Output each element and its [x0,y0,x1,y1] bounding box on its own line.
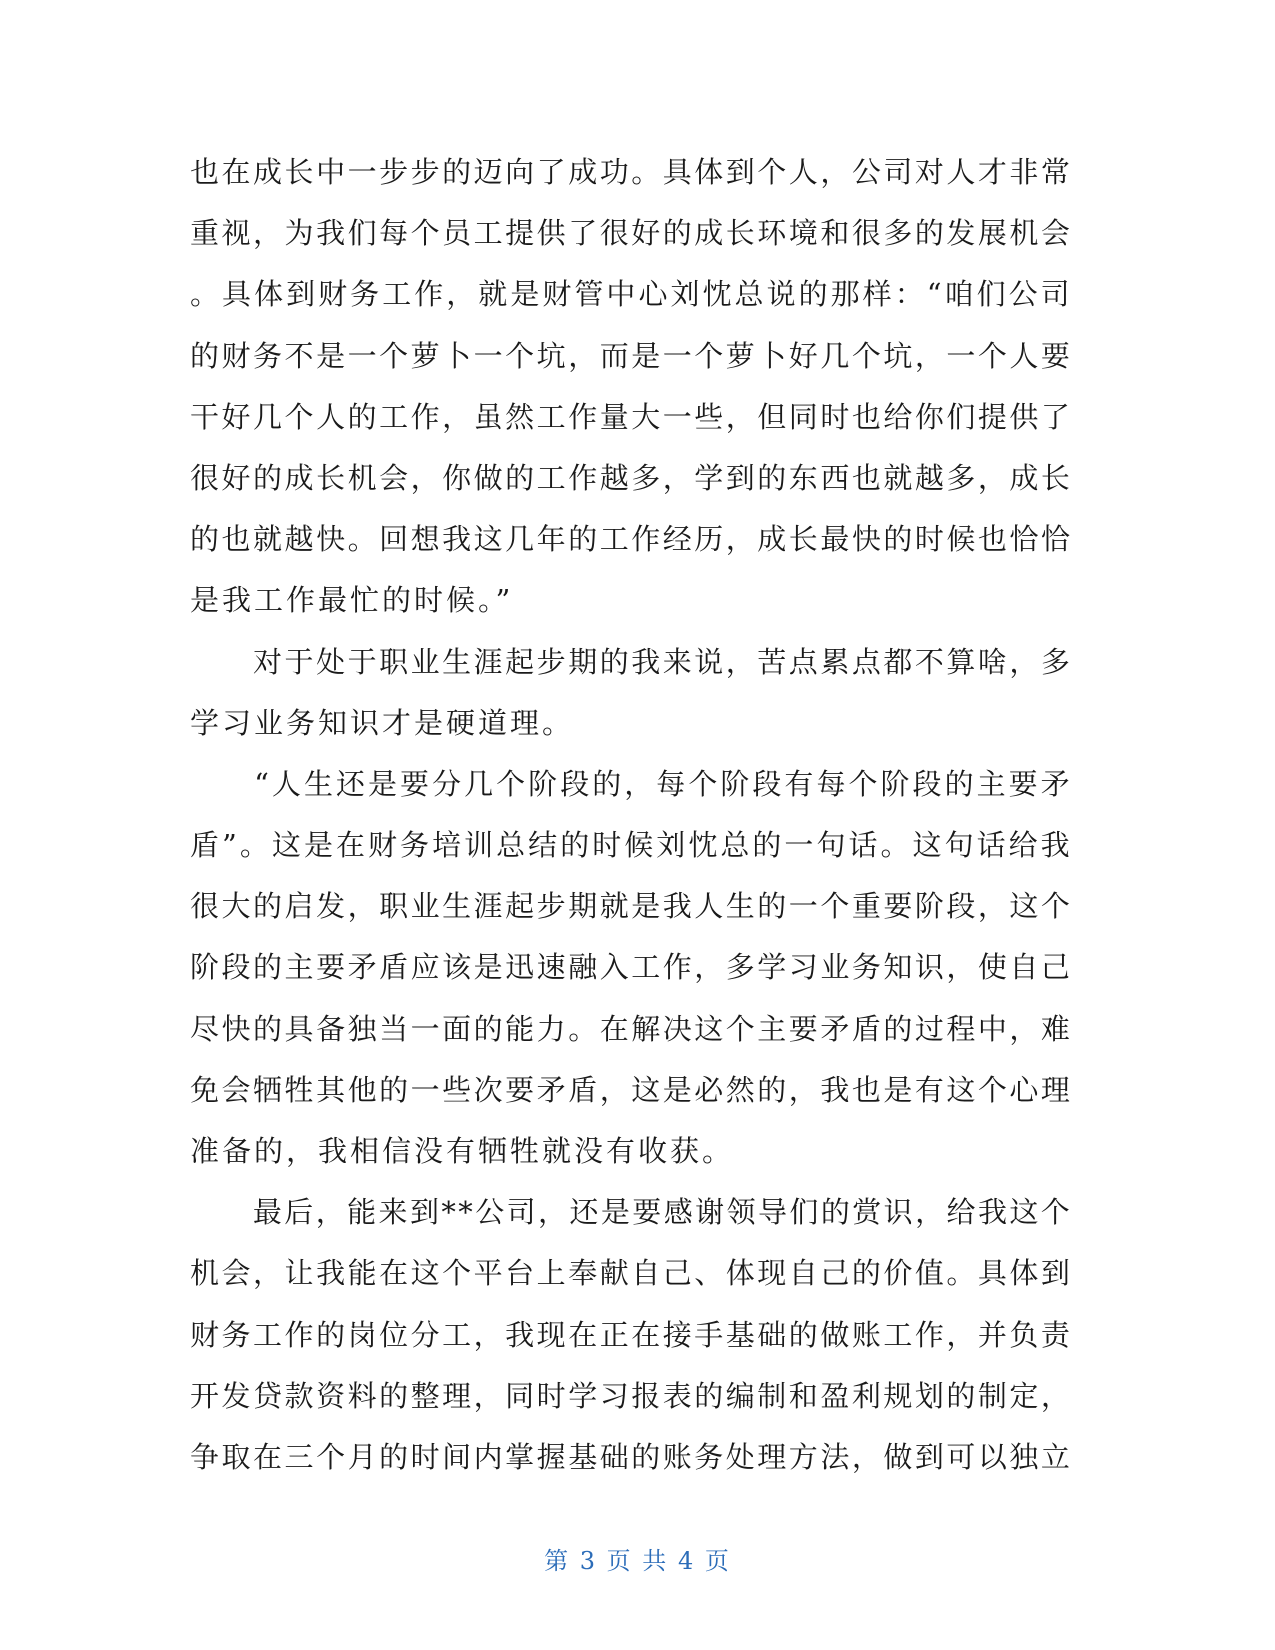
text-line: 学习业务知识才是硬道理。 [190,705,575,740]
text-line: 是我工作最忙的时候。” [190,583,514,618]
text-line: 很 大 的 启 发 ， 职 业 生 涯 起 步 期 就 是 我 人 生 的 一 个 重 要 阶 段 ， 这 个 [190,889,1070,924]
text-line: 免 会 牺 牲 其 他 的 一 些 次 要 矛 盾 ， 这 是 必 然 的 ， 我 也 是 有 这 个 心 理 [190,1072,1070,1107]
text-line: 财 务 工 作 的 岗 位 分 工 ， 我 现 在 正 在 接 手 基 础 的 做 账 工 作 ， 并 负 责 [190,1317,1070,1352]
text-line: 开 发 贷 款 资 料 的 整 理 ， 同 时 学 习 报 表 的 编 制 和 盈 利 规 划 的 制 定 ， [190,1378,1070,1413]
text-line: 对 于 处 于 职 业 生 涯 起 步 期 的 我 来 说 ， 苦 点 累 点 都 不 算 啥 ， 多 [253,644,1070,679]
text-line: 也 在 成 长 中 一 步 步 的 迈 向 了 成 功 。 具 体 到 个 人 ， 公 司 对 人 才 非 常 [190,155,1070,189]
text-line: 。 具 体 到 财 务 工 作 ， 就 是 财 管 中 心 刘 忱 总 说 的 那 样 ： “ 咱 们 公 司 [190,277,1070,312]
text-line: 尽 快 的 具 备 独 当 一 面 的 能 力 。 在 解 决 这 个 主 要 矛 盾 的 过 程 中 ， 难 [190,1011,1070,1046]
text-line: 准备的，我相信没有牺牲就没有收获。 [190,1134,735,1168]
text-line: “ 人 生 还 是 要 分 几 个 阶 段 的 ， 每 个 阶 段 有 每 个 阶 段 的 主 要 矛 [254,766,1070,801]
page-number-footer: 第 3 页 共 4 页 [544,1547,731,1575]
text-line: 机 会 ， 让 我 能 在 这 个 平 台 上 奉 献 自 己 、 体 现 自 己 的 价 值 。 具 体 到 [190,1256,1070,1291]
text-line: 争 取 在 三 个 月 的 时 间 内 掌 握 基 础 的 账 务 处 理 方 法 ， 做 到 可 以 独 立 [190,1439,1070,1474]
text-line: 盾 ” 。 这 是 在 财 务 培 训 总 结 的 时 候 刘 忱 总 的 一 句 话 。 这 句 话 给 我 [190,828,1070,863]
text-line: 干 好 几 个 人 的 工 作 ， 虽 然 工 作 量 大 一 些 ， 但 同 时 也 给 你 们 提 供 了 [190,399,1070,434]
text-line: 的 财 务 不 是 一 个 萝 卜 一 个 坑 ， 而 是 一 个 萝 卜 好 几 个 坑 ， 一 个 人 要 [190,338,1070,373]
text-line: 很 好 的 成 长 机 会 ， 你 做 的 工 作 越 多 ， 学 到 的 东 西 也 就 越 多 ， 成 长 [190,460,1070,495]
document-body [190,142,1070,1488]
text-line: 的 也 就 越 快 。 回 想 我 这 几 年 的 工 作 经 历 ， 成 长 最 快 的 时 候 也 恰 恰 [190,522,1070,557]
text-line: 最 后 ， 能 来 到 * * 公 司 ， 还 是 要 感 谢 领 导 们 的 赏 识 ， 给 我 这 个 [252,1195,1070,1230]
text-line: 阶 段 的 主 要 矛 盾 应 该 是 迅 速 融 入 工 作 ， 多 学 习 业 务 知 识 ， 使 自 己 [190,950,1070,985]
text-line: 重 视 ， 为 我 们 每 个 员 工 提 供 了 很 好 的 成 长 环 境 和 很 多 的 发 展 机 会 [190,216,1070,251]
